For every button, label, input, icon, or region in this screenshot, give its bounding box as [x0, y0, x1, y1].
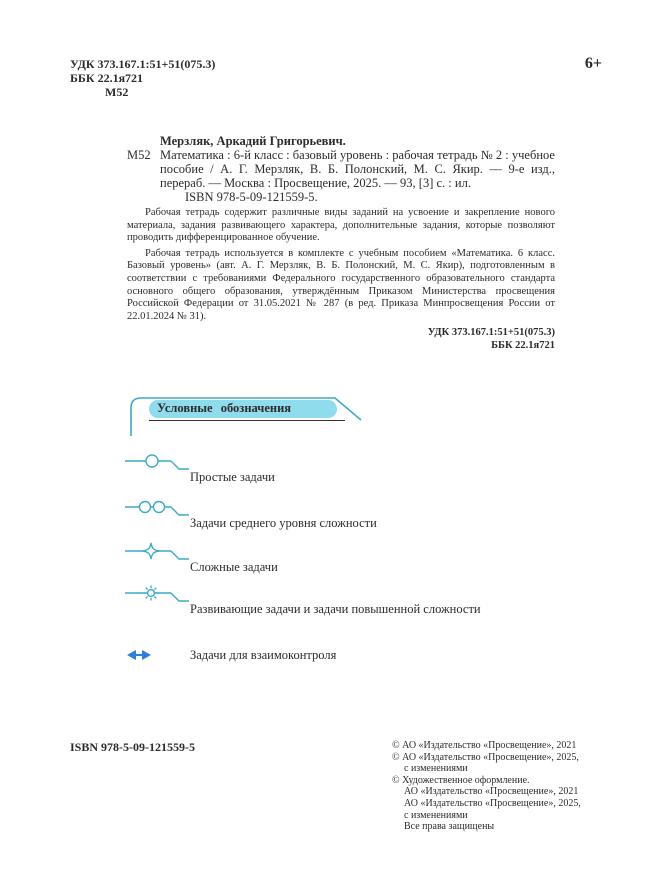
double-arrow-icon: [125, 642, 195, 670]
copyright-line: © АО «Издательство «Просвещение», 2025,: [392, 751, 579, 763]
udk-line: УДК 373.167.1:51+51(075.3): [70, 57, 216, 71]
age-rating-badge: 6+: [584, 55, 602, 72]
legend-item-label: Сложные задачи: [190, 560, 278, 574]
annotation-paragraph-2: Рабочая тетрадь используется в комплекте с учебным пособием «Математика. 6 класс. Базовый уровень» (авт. А. Г. Мерзляк, В. Б. Полонский, М. С. Якир), подготовленным в соответствии с требованиями Федерального государственного образовательного стандарта основного общего образования, утверждённым Приказом Министерства просвещения Российской Федерации от 31.05.2021 № 287 (в ред. Приказа Минпросвещения России от 22.01.2024 № 31).: [127, 247, 555, 322]
two-circles-icon: [125, 494, 195, 522]
entry-code: М52: [127, 148, 151, 162]
legend-item-label: Развивающие задачи и задачи повышенной сложности: [190, 602, 481, 616]
legend-item: [125, 642, 595, 690]
copyright-line: Все права защищены: [404, 821, 495, 833]
copyright-block: [392, 740, 588, 833]
copyright-line: © АО «Издательство «Просвещение», 2021: [392, 740, 577, 751]
bbk-line: ББК 22.1я721: [70, 71, 144, 85]
copyright-line: АО «Издательство «Просвещение», 2021: [404, 786, 579, 798]
one-circle-icon: [125, 448, 195, 476]
bib-entry-text: Математика : 6-й класс : базовый уровень : рабочая тетрадь № 2 : учебное пособие / А. Г. Мерзляк, В. Б. Полонский, М. С. Якир. — 9-е изд., перераб. — Москва : Просвещение, 2025. — 93, [3] с. : ил.: [160, 148, 555, 190]
bibliographic-entry: [127, 148, 555, 204]
right-cataloging-codes: [127, 327, 555, 352]
legend-item: [125, 494, 595, 542]
sun-icon: [125, 580, 195, 608]
copyright-line: с изменениями: [404, 763, 468, 775]
udk-right-line: УДК 373.167.1:51+51(075.3): [427, 327, 555, 339]
footer-isbn: ISBN 978-5-09-121559-5: [70, 740, 195, 754]
copyright-line: АО «Издательство «Просвещение», 2025,: [404, 797, 581, 809]
legend-item: [125, 538, 595, 586]
legend-item: [125, 448, 595, 496]
author-sign-code: М52: [105, 85, 129, 99]
legend-item-label: Простые задачи: [190, 470, 275, 484]
legend-item: [125, 580, 595, 628]
legend-box: [125, 390, 595, 690]
annotation-paragraph-1: Рабочая тетрадь содержит различные виды заданий на усвоение и закрепление нового материала, задания развивающего характера, дополнительные задания, которые позволяют проводить дифференцированное обучение.: [127, 207, 555, 244]
bbk-right-line: ББК 22.1я721: [491, 339, 555, 351]
legend-item-label: Задачи среднего уровня сложности: [190, 516, 377, 530]
isbn-entry-line: ISBN 978-5-09-121559-5.: [185, 190, 318, 204]
legend-title: [149, 399, 345, 421]
author-heading: Мерзляк, Аркадий Григорьевич.: [160, 134, 346, 148]
legend-item-label: Задачи для взаимоконтроля: [190, 648, 337, 662]
copyright-line: с изменениями: [404, 809, 468, 821]
legend-title-text: Условные обозначения: [149, 400, 337, 418]
diamond-sparkle-icon: [125, 538, 195, 566]
imprint-block: [127, 134, 555, 352]
cataloging-block: [70, 57, 215, 99]
copyright-line: © Художественное оформление.: [392, 774, 530, 786]
